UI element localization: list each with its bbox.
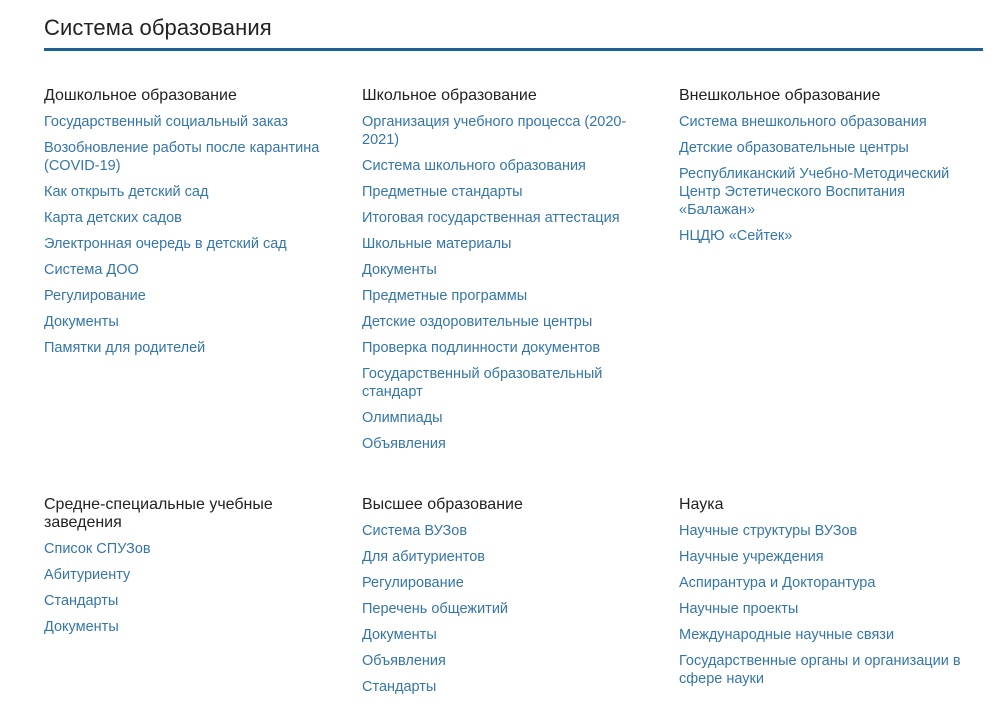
link-regulation[interactable]: Регулирование [362,575,464,591]
list-item [362,574,662,592]
link-final-attestation[interactable]: Итоговая государственная аттестация [362,210,620,226]
list-item [679,600,979,618]
link-applicant[interactable]: Абитуриенту [44,567,131,583]
list-item [679,165,979,219]
link-subject-programs[interactable]: Предметные программы [362,288,528,304]
link-documents[interactable]: Документы [44,619,119,635]
list-item [44,113,344,131]
list-item [362,678,662,696]
link-list [362,522,662,696]
link-university-system[interactable]: Система ВУЗов [362,523,468,539]
list-item [362,287,662,305]
list-item [44,592,344,610]
section-extracurricular [679,87,979,253]
list-item [362,313,662,331]
list-item [44,139,344,175]
list-item [44,209,344,227]
link-standards[interactable]: Стандарты [44,593,119,609]
link-doo-system[interactable]: Система ДОО [44,262,139,278]
section-science [679,496,979,696]
link-list [44,113,344,357]
link-research-institutions[interactable]: Научные учреждения [679,549,824,565]
section-school [362,87,662,461]
link-study-process[interactable]: Организация учебного процесса (2020-2021) [362,114,627,148]
link-state-science-bodies[interactable]: Государственные органы и организации в сфере науки [679,653,961,687]
list-item [362,626,662,644]
link-electronic-queue[interactable]: Электронная очередь в детский сад [44,236,287,252]
list-item [44,287,344,305]
link-children-centers[interactable]: Детские образовательные центры [679,140,909,156]
list-item [44,540,344,558]
link-list [362,113,662,453]
link-list [44,540,344,636]
list-item [44,235,344,253]
link-international-relations[interactable]: Международные научные связи [679,627,895,643]
section-preschool [44,87,344,365]
link-dormitories[interactable]: Перечень общежитий [362,601,509,617]
list-item [679,548,979,566]
title-divider [44,48,983,51]
list-item [44,339,344,357]
link-document-verification[interactable]: Проверка подлинности документов [362,340,601,356]
list-item [362,409,662,427]
link-covid-resume[interactable]: Возобновление работы после карантина (COVID-19) [44,140,320,174]
list-item [679,227,979,245]
link-regulation[interactable]: Регулирование [44,288,146,304]
section-heading: Высшее образование [362,496,523,513]
list-item [679,139,979,157]
link-olympiads[interactable]: Олимпиады [362,410,443,426]
section-higher [362,496,662,704]
list-item [362,339,662,357]
list-item [44,566,344,584]
list-item [362,522,662,540]
link-postgraduate[interactable]: Аспирантура и Докторантура [679,575,876,591]
list-item [362,157,662,175]
section-heading: Средне-специальные учебные заведения [44,496,273,531]
link-school-materials[interactable]: Школьные материалы [362,236,512,252]
list-item [362,261,662,279]
section-heading: Школьное образование [362,87,537,104]
link-list [679,522,979,688]
list-item [362,183,662,201]
link-subject-standards[interactable]: Предметные стандарты [362,184,523,200]
link-state-social-order[interactable]: Государственный социальный заказ [44,114,289,130]
link-research-projects[interactable]: Научные проекты [679,601,799,617]
list-item [362,235,662,253]
link-university-research[interactable]: Научные структуры ВУЗов [679,523,858,539]
list-item [679,626,979,644]
list-item [362,113,662,149]
list-item [44,313,344,331]
list-item [44,261,344,279]
link-extracurricular-system[interactable]: Система внешкольного образования [679,114,927,130]
link-announcements[interactable]: Объявления [362,653,446,669]
list-item [362,209,662,227]
link-standards[interactable]: Стандарты [362,679,437,695]
list-item [679,574,979,592]
list-item [362,600,662,618]
link-balajan-center[interactable]: Республиканский Учебно-Методический Центр Эстетического Воспитания «Балажан» [679,166,950,218]
link-documents[interactable]: Документы [362,627,437,643]
link-spuz-list[interactable]: Список СПУЗов [44,541,151,557]
section-heading: Внешкольное образование [679,87,881,104]
link-for-applicants[interactable]: Для абитуриентов [362,549,486,565]
list-item [679,113,979,131]
list-item [362,435,662,453]
link-parent-memos[interactable]: Памятки для родителей [44,340,206,356]
link-state-standard[interactable]: Государственный образовательный стандарт [362,366,603,400]
link-documents[interactable]: Документы [362,262,437,278]
link-school-system[interactable]: Система школьного образования [362,158,586,174]
link-seitek[interactable]: НЦДЮ «Сейтек» [679,228,793,244]
list-item [44,183,344,201]
page-title: Система образования [44,15,272,40]
list-item [362,652,662,670]
list-item [362,548,662,566]
list-item [362,365,662,401]
list-item [679,652,979,688]
link-documents[interactable]: Документы [44,314,119,330]
link-health-centers[interactable]: Детские оздоровительные центры [362,314,593,330]
section-heading: Дошкольное образование [44,87,237,104]
list-item [44,618,344,636]
section-heading: Наука [679,496,724,513]
section-vocational [44,496,344,644]
link-open-kindergarten[interactable]: Как открыть детский сад [44,184,209,200]
list-item [679,522,979,540]
link-list [679,113,979,245]
link-kindergarten-map[interactable]: Карта детских садов [44,210,182,226]
link-announcements[interactable]: Объявления [362,436,446,452]
